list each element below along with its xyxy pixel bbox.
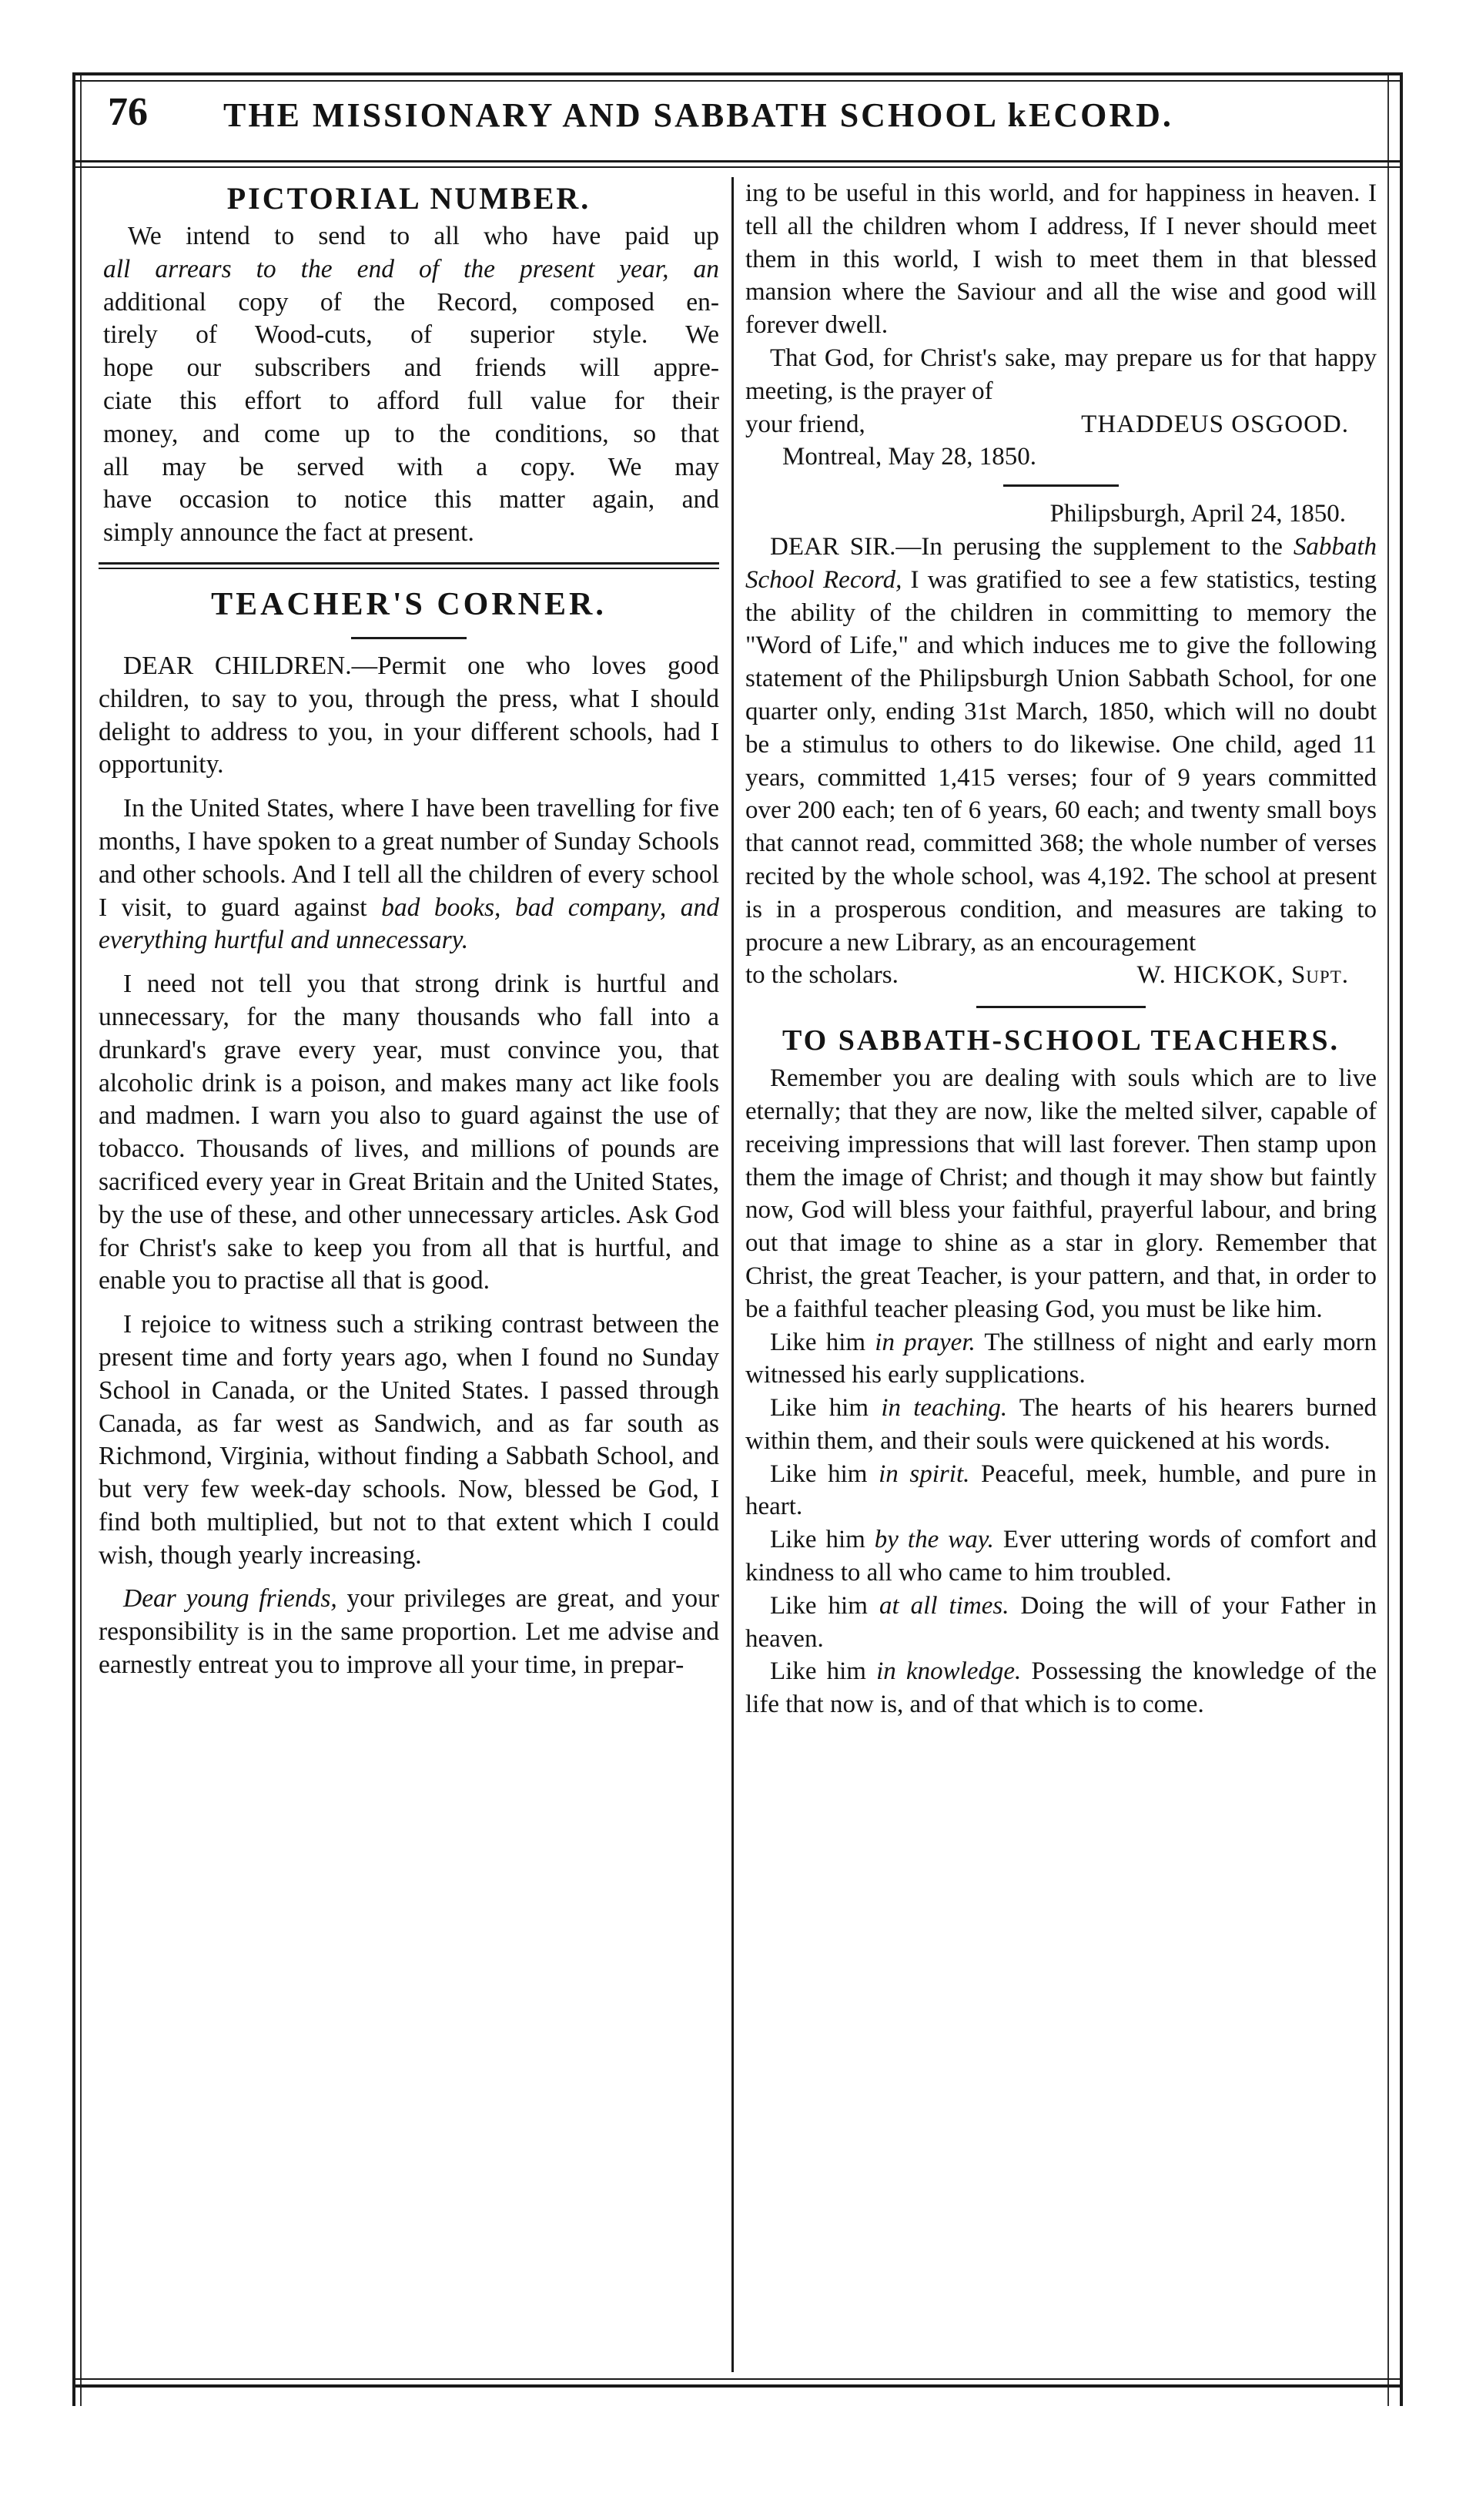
paragraph-text: Like him [770, 1328, 875, 1356]
paragraph-text: The hearts of his hearers burned within them, and their souls were quickened at his words. [745, 1394, 1377, 1455]
continued-paragraph: ing to be useful in this world, and for happiness in heaven. I tell all the children whom I address, If I never should meet them in this world, I wish to meet them in that blessed mansion where the Saviour and all the wise and good will forever dwell. [745, 179, 1377, 340]
dateline-philipsburgh: Philipsburgh, April 24, 1850. [1049, 500, 1346, 528]
letter-paragraph [745, 531, 1377, 959]
paragraph-text: Like him [770, 1591, 879, 1620]
paragraph-text: The stillness of night and early morn witnessed his early supplications. [745, 1328, 1377, 1389]
paragraph [745, 1523, 1377, 1590]
signature-hickok: W. HICKOK, Supt. [1136, 961, 1349, 990]
pictorial-line: money, and come up to the conditions, so that [103, 419, 719, 448]
paragraph-text: Peaceful, meek, humble, and pure in heart. [745, 1459, 1377, 1521]
short-rule [351, 637, 467, 639]
section-rule [99, 562, 719, 565]
paragraph-emphasis: in spirit. [879, 1459, 970, 1488]
right-column [745, 177, 1377, 1721]
paragraph: DEAR CHILDREN.—Permit one who loves good children, to say to you, through the press, what I should delight to address to you, in your different schools, had I opportunity. [99, 651, 719, 779]
paragraph-emphasis: in knowledge. [876, 1657, 1022, 1686]
paragraph [99, 793, 719, 957]
paragraph-text: Possessing the knowledge of the life that now is, and of that which is to come. [745, 1657, 1377, 1719]
paragraph-text: Like him [770, 1459, 879, 1488]
teachers-corner-heading: TEACHER'S CORNER. [211, 586, 607, 622]
section-rule-inner [99, 568, 719, 569]
paragraph-emphasis: Dear young friends, [123, 1584, 337, 1614]
pictorial-line: simply announce the fact at present. [103, 518, 474, 548]
paragraph-emphasis: by the way. [874, 1526, 994, 1554]
paragraph-text: your privileges are great, and your responsibility is in the same proportion. Let me advise and earnestly entreat you to improve all your time, in prepar- [99, 1584, 719, 1680]
signature-line [745, 408, 1377, 441]
sabbath-teachers-heading: TO SABBATH-SCHOOL TEACHERS. [782, 1024, 1340, 1057]
paragraph [745, 1326, 1377, 1392]
pictorial-line: have occasion to notice this matter again, and [103, 485, 719, 514]
frame-inner-left-rule [80, 72, 82, 2406]
paragraph [745, 1392, 1377, 1458]
letter-closing: to the scholars. [745, 961, 899, 990]
pictorial-body [99, 220, 719, 550]
paragraph [745, 1655, 1377, 1721]
paragraph: I rejoice to witness such a striking contrast between the present time and forty years ago, when I found no Sunday School in Canada, or the United States. I passed through Canada, as far west as Sandwich, and as far south as Richmond, Virginia, without finding a Sabbath School, and but very few week-day schools. Now, blessed be God, I find both multiplied, but not to that extent which I could wish, though yearly increasing. [99, 1310, 719, 1570]
dateline-montreal: Montreal, May 28, 1850. [782, 443, 1036, 471]
paragraph-text: Doing the will of your Father in heaven. [745, 1591, 1377, 1653]
paragraph-text: Like him [770, 1394, 882, 1423]
paragraph: I need not tell you that strong drink is hurtful and unnecessary, for the many thousands who fall into a drunkard's grave every year, must convince you, that alcoholic drink is a poison, and makes many act like fools and madmen. I warn you also to guard against the use of tobacco. Thousands of lives, and millions of pounds are sacrificed every year in Great Britain and the United States, by the use of these, and other unnecessary articles. Ask God for Christ's sake to keep you from all that is hurtful, and enable you to practise all that is good. [99, 970, 719, 1295]
pictorial-line: all arrears to the end of the present year, an [103, 254, 719, 283]
bottom-rule [72, 2384, 1400, 2388]
paragraph-text: Ever uttering words of comfort and kindness to all who came to him troubled. [745, 1526, 1377, 1587]
paragraph-text: In the United States, where I have been travelling for five months, I have spoken to a great number of Sunday Schools and other schools. And I tell all the children of every school I visit, to guard against [99, 794, 719, 922]
teachers-corner-body [99, 650, 719, 1682]
paragraph: Remember you are dealing with souls which are to live eternally; that they are now, like the melted silver, capable of receiving impressions that will last forever. Then stamp upon them the image of Christ; and though it may show but faintly now, God will bless your faithful, prayerful labour, and bring out that image to shine as a star in glory. Remember that Christ, the great Teacher, is your pattern, and that, in order to be a faithful teacher pleasing God, you must be like him. [745, 1064, 1377, 1323]
paragraph-emphasis: in prayer. [875, 1328, 976, 1356]
page-number: 76 [108, 90, 148, 134]
paragraph-emphasis: in teaching. [881, 1394, 1008, 1423]
top-rule-inner [72, 80, 1400, 82]
paragraph [745, 1458, 1377, 1524]
header-rule-inner [72, 166, 1400, 168]
paragraph-text: Like him [770, 1657, 877, 1686]
top-rule [72, 72, 1400, 75]
pictorial-line: We intend to send to all who have paid up [128, 222, 719, 250]
signature-osgood: THADDEUS OSGOOD. [1081, 410, 1349, 438]
short-rule [976, 1006, 1146, 1008]
pictorial-heading: PICTORIAL NUMBER. [226, 181, 591, 216]
column-divider [731, 177, 734, 2372]
paragraph-text: Like him [770, 1526, 875, 1554]
pictorial-line: tirely of Wood-cuts, of superior style. We [103, 320, 719, 350]
paragraph [745, 1590, 1377, 1656]
page-header [108, 89, 1378, 151]
signature-line [745, 959, 1377, 992]
paragraph-text: DEAR SIR.—In perusing the supplement to the [770, 532, 1294, 561]
left-column [99, 177, 719, 1682]
running-title: THE MISSIONARY AND SABBATH SCHOOL kECORD. [223, 96, 1173, 134]
pictorial-line: all may be served with a copy. We may [103, 452, 719, 481]
sign-off: your friend, [745, 410, 865, 438]
paragraph-emphasis: Sabbath School Record, [745, 532, 1377, 594]
paragraph-text: I was gratified to see a few statistics, testing the ability of the children in committing to memory the "Word of Life," and which induces me to give the following statement of the Philipsburgh Union Sabbath School, for one quarter only, ending 31st March, 1850, which will no doubt be a stimulus to others to do likewise. One child, aged 11 years, committed 1,415 verses; four of 9 years committed over 200 each; ten of 6 years, 60 each; and twenty small boys that cannot read, committed 368; the whole number of verses recited by the whole school, was 4,192. The school at present is in a prosperous condition, and measures are taking to procure a new Library, as an encouragement [745, 565, 1377, 957]
short-rule [1003, 484, 1119, 487]
sabbath-teachers-body [745, 1062, 1377, 1721]
frame-inner-right-rule [1387, 72, 1389, 2406]
bottom-rule-inner [72, 2378, 1400, 2380]
header-rule [72, 160, 1400, 163]
prayer-paragraph: That God, for Christ's sake, may prepare us for that happy meeting, is the prayer of [745, 343, 1377, 405]
pictorial-line: hope our subscribers and friends will appre- [103, 354, 719, 383]
paragraph-emphasis: bad books, bad company, and everything hurtful and unnecessary. [99, 893, 719, 955]
pictorial-line: additional copy of the Record, composed en- [103, 287, 719, 317]
pictorial-line: ciate this effort to afford full value for their [103, 386, 719, 415]
paragraph-emphasis: at all times. [879, 1591, 1009, 1620]
paragraph [99, 1583, 719, 1681]
